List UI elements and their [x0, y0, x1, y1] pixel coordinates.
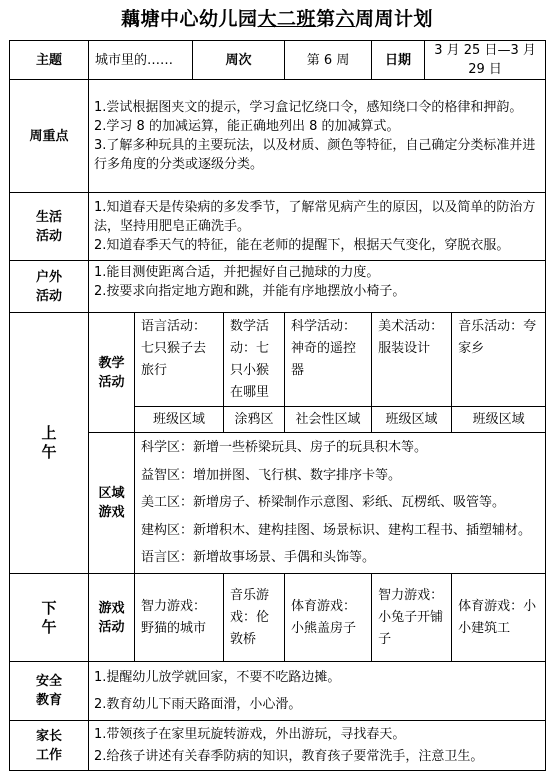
afternoon-game: 体育游戏：小熊盖房子	[285, 574, 372, 662]
afternoon-label: 下 午	[10, 574, 89, 662]
theme-label: 主题	[10, 41, 89, 80]
title-class-name: 大二班	[257, 8, 316, 30]
morning-label: 上 午	[10, 313, 89, 574]
safety-label: 安全 教育	[10, 662, 89, 721]
safety-item: 1.提醒幼儿放学就回家，不要不吃路边摊。	[94, 670, 341, 685]
plan-table	[9, 40, 546, 771]
title-suffix: 周周计划	[355, 8, 434, 30]
family-label: 家长 工作	[10, 721, 89, 771]
focus-item: 2.学习 8 的加减运算，能正确地列出 8 的加减算式。	[94, 119, 400, 134]
life-row	[10, 193, 546, 261]
afternoon-game: 智力游戏：小兔子开铺子	[372, 574, 452, 662]
focus-row	[10, 80, 546, 193]
area-games-list	[135, 433, 546, 574]
title-week-no: 六	[335, 8, 356, 30]
title-mid: 第	[315, 8, 336, 30]
area-item: 益智区：增加拼图、飞行棋、数字排序卡等。	[141, 467, 402, 483]
week-value: 第 6 周	[285, 41, 372, 80]
safety-row	[10, 662, 546, 721]
focus-item: 3.了解多种玩具的主要玩法，以及材质、颜色等特征，自己确定分类标准并进行多角度的分类或逐级分类。	[94, 138, 536, 172]
teaching-row	[10, 313, 546, 407]
area-games-label: 区域 游戏	[89, 433, 135, 574]
area-name: 社会性区域	[285, 407, 372, 433]
safety-item: 2.教育幼儿下雨天路面滑，小心滑。	[94, 697, 302, 712]
outdoor-label: 户外 活动	[10, 261, 89, 313]
afternoon-game: 音乐游戏：伦敦桥	[224, 574, 285, 662]
area-item: 美工区：新增房子、桥梁制作示意图、彩纸、瓦楞纸、吸管等。	[141, 495, 506, 511]
focus-label: 周重点	[10, 80, 89, 193]
teaching-activity: 音乐活动：夸家乡	[452, 313, 546, 407]
theme-value: 城市里的……	[89, 41, 193, 80]
afternoon-row	[10, 574, 546, 662]
games-label: 游戏 活动	[89, 574, 135, 662]
date-label: 日期	[372, 41, 425, 80]
teaching-label: 教学 活动	[89, 313, 135, 433]
teaching-activity: 美术活动：服装设计	[372, 313, 452, 407]
outdoor-item: 1.能目测使距离合适，并把握好自己抛球的力度。	[94, 265, 380, 280]
area-name: 班级区域	[372, 407, 452, 433]
family-content	[89, 721, 546, 771]
area-item: 语言区：新增故事场景、手偶和头饰等。	[141, 550, 376, 566]
life-label: 生活 活动	[10, 193, 89, 261]
page-title	[0, 4, 554, 31]
focus-content	[89, 80, 546, 193]
family-row	[10, 721, 546, 771]
safety-content	[89, 662, 546, 721]
family-item: 1.带领孩子在家里玩旋转游戏，外出游玩，寻找春天。	[94, 726, 406, 742]
header-row	[10, 41, 546, 80]
week-label: 周次	[193, 41, 285, 80]
outdoor-row	[10, 261, 546, 313]
outdoor-content	[89, 261, 546, 313]
focus-item: 1.尝试根据图夹文的提示，学习盒记忆绕口令，感知绕口令的格律和押韵。	[94, 100, 523, 115]
area-name: 涂鸦区	[224, 407, 285, 433]
afternoon-game: 智力游戏：野猫的城市	[135, 574, 224, 662]
area-name: 班级区域	[135, 407, 224, 433]
area-name: 班级区域	[452, 407, 546, 433]
teaching-activity: 数学活动：七只小猴在哪里	[224, 313, 285, 407]
life-item: 2.知道春季天气的特征，能在老师的提醒下，根据天气变化，穿脱衣服。	[94, 238, 510, 253]
life-item: 1.知道春天是传染病的多发季节，了解常见病产生的原因，以及简单的防治方法，坚持用肥皂正确洗手。	[94, 200, 536, 234]
area-item: 科学区：新增一些桥梁玩具、房子的玩具积木等。	[141, 440, 428, 456]
outdoor-item: 2.按要求向指定地方跑和跳，并能有序地摆放小椅子。	[94, 284, 406, 299]
teaching-activity: 语言活动：七只猴子去旅行	[135, 313, 224, 407]
date-value: 3 月 25 日—3 月 29 日	[425, 41, 546, 80]
area-item: 建构区：新增积木、建构挂图、场景标识、建构工程书、插塑辅材。	[141, 522, 532, 538]
life-content	[89, 193, 546, 261]
teaching-activity: 科学活动：神奇的遥控器	[285, 313, 372, 407]
family-item: 2.给孩子讲述有关春季防病的知识，教育孩子要常洗手，注意卫生。	[94, 748, 484, 764]
afternoon-game: 体育游戏：小小建筑工	[452, 574, 546, 662]
area-games-row	[10, 433, 546, 574]
title-prefix: 藕塘中心幼儿园	[120, 8, 258, 30]
